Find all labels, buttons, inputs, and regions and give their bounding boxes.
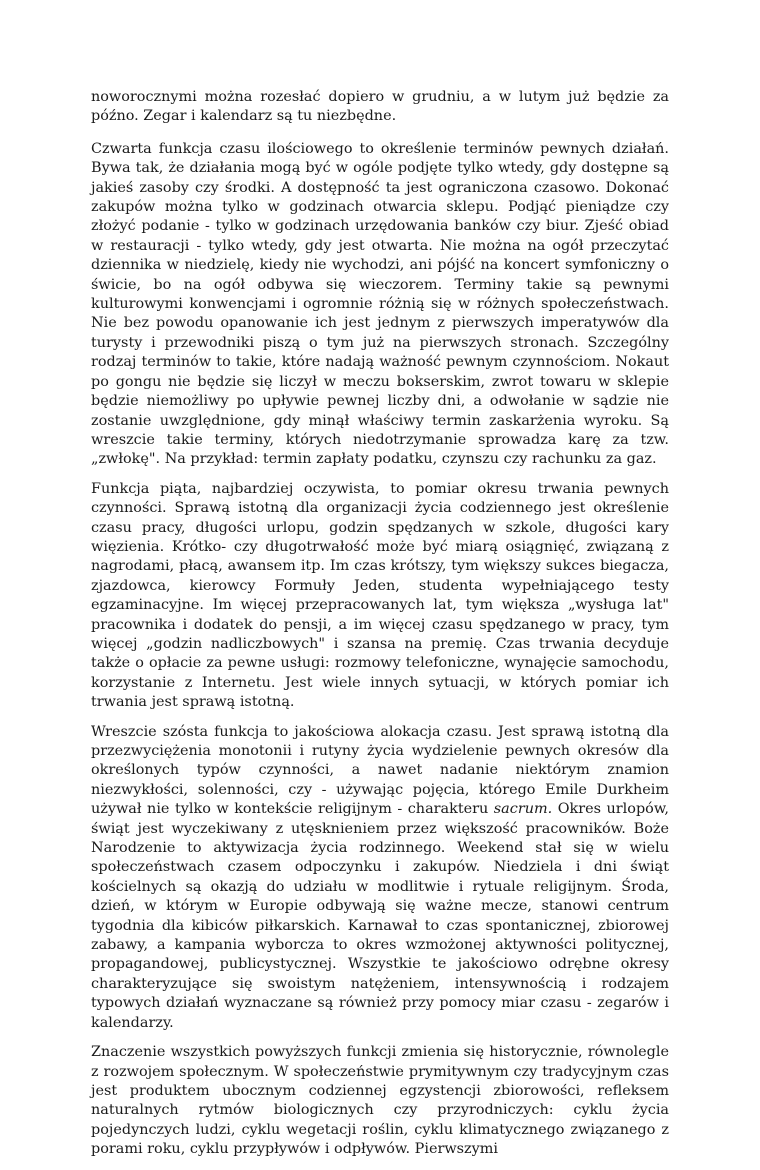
- paragraph-4-text-b: Okres urlopów, świąt jest wyczekiwany z utęsknieniem przez większość pracowników. Boże Narodzenie to aktywizacja życia rodzinnego. Weekend stał się w wielu społeczeństwach czasem odpoczynku i zakupów. Niedziela i dni świąt kościelnych są okazją do udziału w modlitwie i rytuale religijnym. Środa, dzień, w którym w Europie odbywają się ważne mecze, stanowi centrum tygodnia dla kibiców piłkarskich. Karnawał to czas spontanicznej, zbiorowej zabawy, a kampania wyborcza to okres wzmożonej aktywności politycznej, propagandowej, publicystycznej. Wszystkie te jakościowo odrębne okresy charakteryzujące się swoistym natężeniem, intensywnością i rodzajem typowych działań wyznaczane są również przy pomocy miar czasu - zegarów i kalendarzy.: [91, 801, 669, 1031]
- paragraph-2: Czwarta funkcja czasu ilościowego to określenie terminów pewnych działań. Bywa tak, że działania mogą być w ogóle podjęte tylko wtedy, gdy dostępne są jakieś zasoby czy środki. A dostępność ta jest ograniczona czasowo. Dokonać zakupów można tylko w godzinach otwarcia sklepu. Podjąć pieniądze czy złożyć podanie - tylko w godzinach urzędowania banków czy biur. Zjeść obiad w restauracji - tylko wtedy, gdy jest otwarta. Nie można na ogół przeczytać dziennika w niedzielę, kiedy nie wychodzi, ani pójść na koncert symfoniczny o świcie, bo na ogół odbywa się wieczorem. Terminy takie są pewnymi kulturowymi konwencjami i ogromnie różnią się w różnych społeczeństwach. Nie bez powodu opanowanie ich jest jednym z pierwszych imperatywów dla turysty i przewodniki piszą o tym już na pierwszych stronach. Szczególny rodzaj terminów to takie, które nadają ważność pewnym czynnościom. Nokaut po gongu nie będzie się liczył w meczu bokserskim, zwrot towaru w sklepie będzie niemożliwy po upływie pewnej liczby dni, a odwołanie w sądzie nie zostanie uwzględnione, gdy minął właściwy termin zaskarżenia wyroku. Są wreszcie takie terminy, których niedotrzymanie sprowadza karę za tzw. „zwłokę". Na przykład: termin zapłaty podatku, czynszu czy rachunku za gaz.: [91, 140, 669, 468]
- paragraph-3: Funkcja piąta, najbardziej oczywista, to pomiar okresu trwania pewnych czynności. Sprawą istotną dla organizacji życia codziennego jest określenie czasu pracy, długości urlopu, godzin spędzanych w szkole, długości kary więzienia. Krótko- czy długotrwałość może być miarą osiągnięć, związaną z nagrodami, płacą, awansem itp. Im czas krótszy, tym większy sukces biegacza, zjazdowca, kierowcy Formuły Jeden, studenta wypełniającego testy egzaminacyjne. Im więcej przepracowanych lat, tym większa „wysługa lat" pracownika i dodatek do pensji, a im więcej czasu spędzanego w pracy, tym więcej „godzin nadliczbowych" i szansa na premię. Czas trwania decyduje także o opłacie za pewne usługi: rozmowy telefoniczne, wynajęcie samochodu, korzystanie z Internetu. Jest wiele innych sytuacji, w których pomiar ich trwania jest sprawą istotną.: [91, 480, 669, 711]
- document-page: [91, 88, 669, 1170]
- paragraph-5: Znaczenie wszystkich powyższych funkcji zmienia się historycznie, równolegle z rozwojem społecznym. W społeczeństwie prymitywnym czy tradycyjnym czas jest produktem ubocznym codziennej egzystencji zbiorowości, refleksem naturalnych rytmów biologicznych czy przyrodniczych: cyklu życia pojedynczych ludzi, cyklu wegetacji roślin, cyklu klimatycznego związanego z porami roku, cyklu przypływów i odpływów. Pierwszymi: [91, 1044, 669, 1158]
- paragraph-4: [91, 723, 669, 1034]
- paragraph-1: noworocznymi można rozesłać dopiero w grudniu, a w lutym już będzie za późno. Zegar i kalendarz są tu niezbędne.: [91, 89, 669, 125]
- paragraph-4-text-a: Wreszcie szósta funkcja to jakościowa alokacja czasu. Jest sprawą istotną dla przezwyciężenia monotonii i rutyny życia wydzielenie pewnych okresów dla określonych typów czynności, a nawet nadanie niektórym znamion niezwykłości, solenności, czy - używając pojęcia, którego Emile Durkheim używał nie tylko w kontekście religijnym - charakteru: [91, 723, 669, 818]
- paragraph-4-italic-term: sacrum.: [493, 801, 553, 818]
